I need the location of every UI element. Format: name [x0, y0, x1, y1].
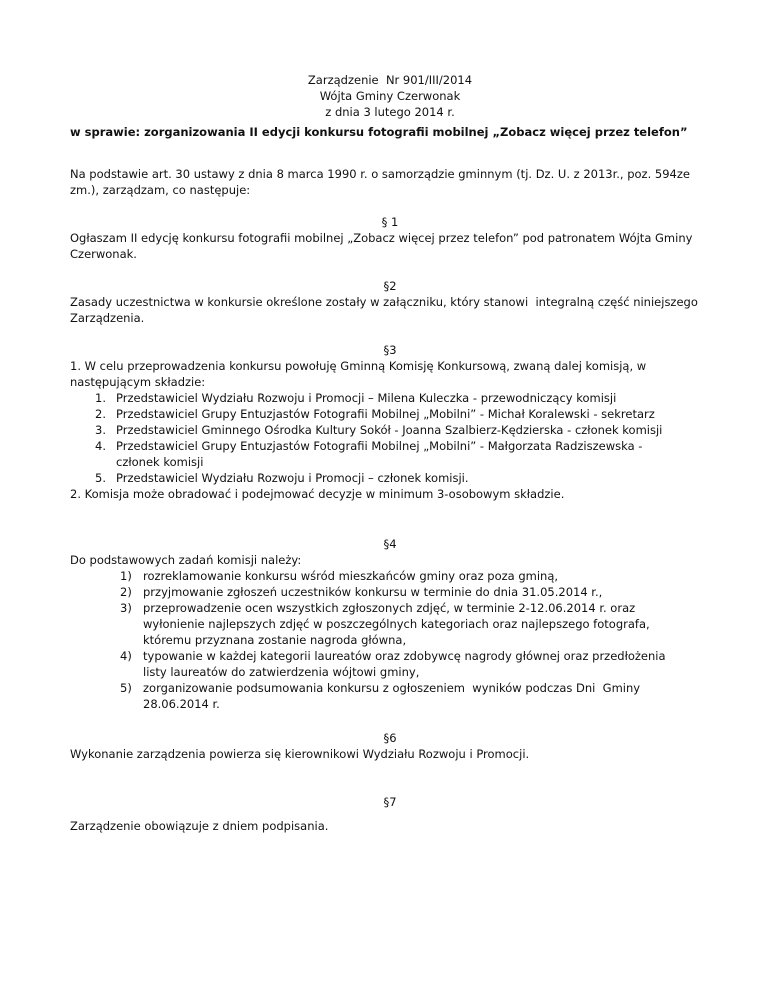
section-3-closing: 2. Komisja może obradować i podejmować decyzje w minimum 3-osobowym składzie.	[70, 487, 565, 501]
document-subject: w sprawie: zorganizowania II edycji konkursu fotografii mobilnej „Zobacz więcej przez telefon”	[70, 125, 688, 139]
section-7	[70, 794, 710, 834]
ordinance-date: z dnia 3 lutego 2014 r.	[325, 105, 455, 119]
section-6-text: Wykonanie zarządzenia powierza się kierownikowi Wydziału Rozwoju i Promocji.	[70, 747, 530, 761]
list-item: 4. Przedstawiciel Grupy Entuzjastów Fotografii Mobilnej „Mobilni” - Małgorzata Radziszewska - członek komisji	[95, 439, 643, 469]
section-3	[70, 342, 710, 502]
preamble: Na podstawie art. 30 ustawy z dnia 8 marca 1990 r. o samorządzie gminnym (tj. Dz. U. z 2013r., poz. 594ze zm.), zarządzam, co następuje:	[70, 167, 690, 197]
committee-members-list	[70, 390, 710, 486]
ordinance-number: Zarządzenie Nr 901/III/2014	[307, 73, 473, 87]
document-header	[70, 72, 710, 120]
section-4	[70, 536, 710, 712]
section-1-text: Ogłaszam II edycję konkursu fotografii mobilnej „Zobacz więcej przez telefon” pod patronatem Wójta Gminy Czerwonak.	[70, 231, 693, 261]
list-item: 2. Przedstawiciel Grupy Entuzjastów Fotografii Mobilnej „Mobilni” - Michał Koralewski - sekretarz	[95, 407, 655, 421]
section-1-heading: § 1	[381, 215, 399, 229]
list-item: 5. Przedstawiciel Wydziału Rozwoju i Promocji – członek komisji.	[95, 471, 469, 485]
section-2-text: Zasady uczestnictwa w konkursie określone zostały w załączniku, który stanowi integralną część niniejszego Zarządzenia.	[70, 295, 702, 325]
section-1	[70, 214, 710, 262]
list-item: 1. Przedstawiciel Wydziału Rozwoju i Promocji – Milena Kuleczka - przewodniczący komisji	[95, 391, 617, 405]
list-item: 3. Przedstawiciel Gminnego Ośrodka Kultury Sokół - Joanna Szalbierz-Kędzierska - członek komisji	[95, 423, 663, 437]
section-4-heading: §4	[383, 537, 397, 551]
issuer: Wójta Gminy Czerwonak	[319, 89, 461, 103]
section-4-intro: Do podstawowych zadań komisji należy:	[70, 553, 302, 567]
section-7-heading: §7	[383, 795, 397, 809]
list-item: 5) zorganizowanie podsumowania konkursu z ogłoszeniem wyników podczas Dni Gminy 28.06.2014 r.	[120, 681, 644, 711]
section-7-text: Zarządzenie obowiązuje z dniem podpisania.	[70, 819, 329, 833]
list-item: 4) typowanie w każdej kategorii laureatów oraz zdobywcę nagrody głównej oraz przedłożenia listy laureatów do zatwierdzenia wójtowi gminy,	[120, 649, 666, 679]
section-6-heading: §6	[383, 731, 397, 745]
section-3-heading: §3	[383, 343, 397, 357]
section-2-heading: §2	[383, 279, 397, 293]
section-3-intro: 1. W celu przeprowadzenia konkursu powołuję Gminną Komisję Konkursową, zwaną dalej komisją, w następującym składzie:	[70, 359, 647, 389]
section-2	[70, 278, 710, 326]
list-item: 3) przeprowadzenie ocen wszystkich zgłoszonych zdjęć, w terminie 2-12.06.2014 r. oraz wyłonienie najlepszych zdjęć w poszczególnych kategoriach oraz najlepszego fotografa, któremu przyznana zostanie nagroda główna,	[120, 601, 650, 647]
list-item: 2) przyjmowanie zgłoszeń uczestników konkursu w terminie do dnia 31.05.2014 r.,	[120, 585, 603, 599]
list-item: 1) rozreklamowanie konkursu wśród mieszkańców gminy oraz poza gminą,	[120, 569, 559, 583]
section-6	[70, 730, 710, 762]
committee-tasks-list	[70, 568, 710, 712]
